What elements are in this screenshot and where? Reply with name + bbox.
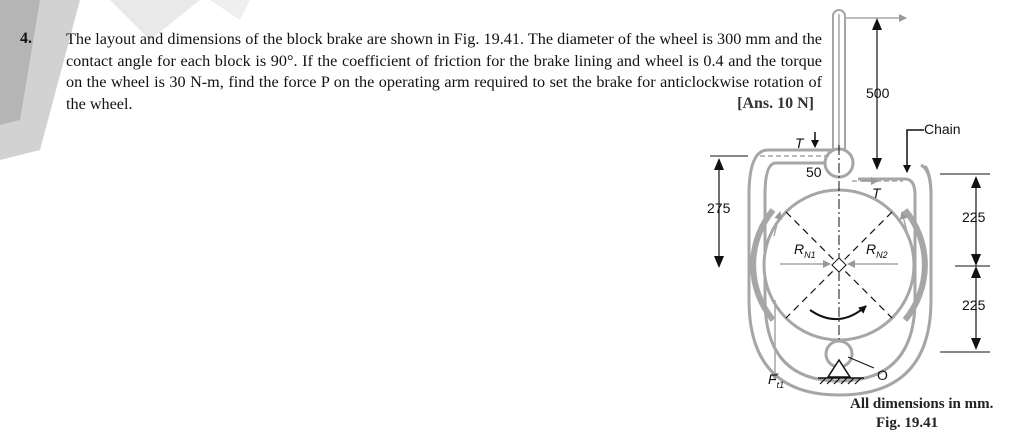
dim-225-lower-label: 225 <box>962 297 986 313</box>
pivot-leader <box>848 357 874 368</box>
figure-note: All dimensions in mm. <box>850 396 994 412</box>
rn2-label: $R_{N2}$ <box>866 241 888 260</box>
dim-500-label: 500 <box>866 85 890 101</box>
answer-text: [Ans. 10 N] <box>737 95 814 112</box>
figure-caption: Fig. 19.41 <box>876 415 939 431</box>
ft1-label: $F_{t1}$ <box>768 371 785 390</box>
dim-225-upper-label: 225 <box>962 209 986 225</box>
chain-label: Chain <box>924 121 961 137</box>
dim-50-label: 50 <box>806 164 822 180</box>
problem-text: The layout and dimensions of the block brake are shown in Fig. 19.41. The diameter of the wheel is 300 mm and the contact angle for each block is 90°. If the coefficient of friction for the brake lining and wheel is 0.4 and the torque on the wheel is 30 N-m, find the force P on the operating arm required to set the brake for anticlockwise rotation of the wheel. <box>66 30 822 113</box>
right-lever-top <box>858 165 931 195</box>
pivot-label: O <box>877 367 888 383</box>
t-top-label: T <box>795 135 804 151</box>
problem-number: 4. <box>20 30 32 47</box>
dim-275-label: 275 <box>707 200 731 216</box>
rn1-label: $R_{N1}$ <box>794 241 816 260</box>
t-right-label: T <box>872 185 881 201</box>
